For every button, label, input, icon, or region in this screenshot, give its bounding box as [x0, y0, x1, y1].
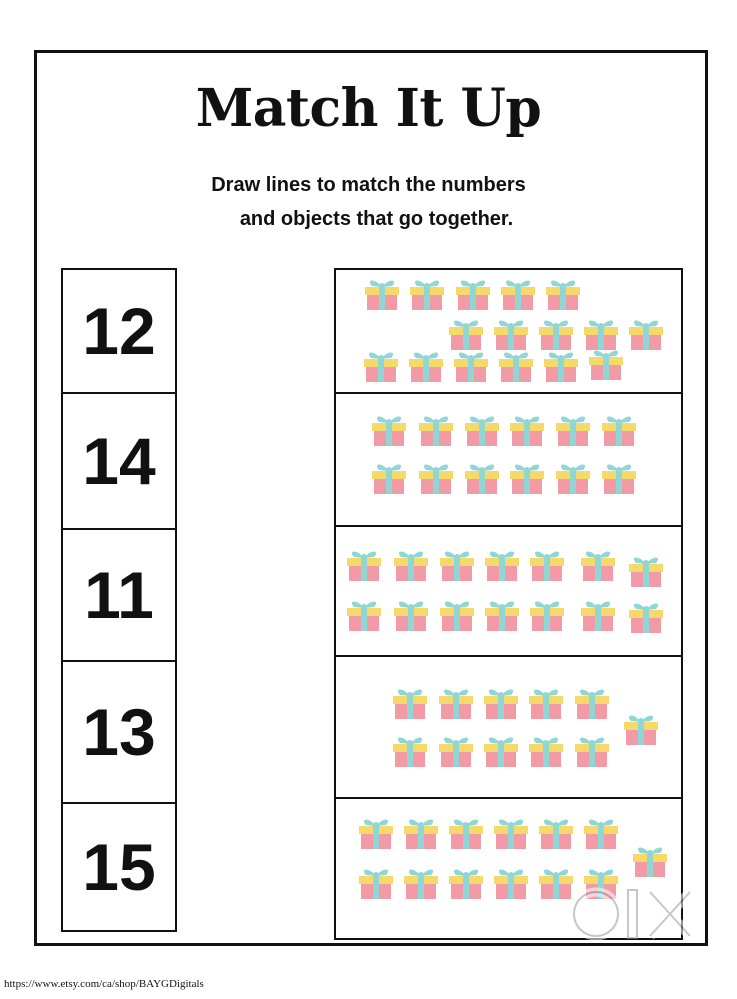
- worksheet-title: Match It Up: [195, 78, 542, 139]
- gift-box-icon: [491, 863, 531, 903]
- gift-box-icon: [416, 458, 456, 498]
- gift-box-icon: [344, 595, 384, 635]
- gift-box-icon: [626, 314, 666, 354]
- gift-box-icon: [436, 731, 476, 771]
- gift-box-icon: [536, 813, 576, 853]
- gift-box-icon: [407, 274, 447, 314]
- numbers-column: [61, 268, 177, 932]
- gift-box-icon: [507, 410, 547, 450]
- gift-box-icon: [578, 595, 618, 635]
- gift-box-icon: [401, 863, 441, 903]
- gift-box-icon: [446, 863, 486, 903]
- instruction-line-2: and objects that go together.: [239, 208, 514, 230]
- gift-box-icon: [344, 545, 384, 585]
- gift-box-icon: [526, 683, 566, 723]
- gift-box-icon: [553, 410, 593, 450]
- gift-box-icon: [599, 458, 639, 498]
- gift-box-icon: [507, 458, 547, 498]
- gift-box-icon: [446, 813, 486, 853]
- gift-box-icon: [390, 731, 430, 771]
- instruction-line-1: Draw lines to match the numbers: [211, 174, 526, 196]
- gift-box-icon: [541, 346, 581, 386]
- gift-box-icon: [498, 274, 538, 314]
- gift-box-icon: [572, 683, 612, 723]
- gift-box-icon: [599, 410, 639, 450]
- number-cell[interactable]: 14: [63, 394, 175, 530]
- source-url: https://www.etsy.com/ca/shop/BAYGDigitals: [4, 978, 204, 990]
- gift-box-icon: [586, 344, 626, 384]
- number-cell[interactable]: 13: [63, 662, 175, 804]
- object-group-cell[interactable]: [336, 394, 681, 527]
- gift-box-icon: [437, 545, 477, 585]
- gift-box-icon: [453, 274, 493, 314]
- gift-box-icon: [553, 458, 593, 498]
- objects-column: [334, 268, 683, 940]
- gift-box-icon: [482, 545, 522, 585]
- gift-box-icon: [356, 863, 396, 903]
- gift-box-icon: [462, 410, 502, 450]
- gift-box-icon: [543, 274, 583, 314]
- gift-box-icon: [391, 595, 431, 635]
- gift-box-icon: [481, 731, 521, 771]
- gift-box-icon: [621, 709, 661, 749]
- gift-box-icon: [626, 551, 666, 591]
- object-group-cell[interactable]: [336, 657, 681, 799]
- gift-box-icon: [572, 731, 612, 771]
- gift-box-icon: [437, 595, 477, 635]
- gift-box-icon: [462, 458, 502, 498]
- number-cell[interactable]: 12: [63, 270, 175, 394]
- gift-box-icon: [626, 597, 666, 637]
- gift-box-icon: [581, 813, 621, 853]
- gift-box-icon: [527, 595, 567, 635]
- gift-box-icon: [481, 683, 521, 723]
- object-group-cell[interactable]: [336, 270, 681, 394]
- gift-box-icon: [482, 595, 522, 635]
- gift-box-icon: [526, 731, 566, 771]
- gift-box-icon: [436, 683, 476, 723]
- gift-box-icon: [496, 346, 536, 386]
- gift-box-icon: [362, 274, 402, 314]
- gift-box-icon: [391, 545, 431, 585]
- number-cell[interactable]: 15: [82, 830, 156, 904]
- gift-box-icon: [406, 346, 446, 386]
- gift-box-icon: [369, 458, 409, 498]
- gift-box-icon: [401, 813, 441, 853]
- gift-box-icon: [630, 841, 670, 881]
- gift-box-icon: [491, 813, 531, 853]
- gift-box-icon: [369, 410, 409, 450]
- gift-box-icon: [578, 545, 618, 585]
- gift-box-icon: [390, 683, 430, 723]
- gift-box-icon: [361, 346, 401, 386]
- gift-box-icon: [356, 813, 396, 853]
- object-group-cell[interactable]: [336, 527, 681, 657]
- watermark-logo: [566, 884, 702, 944]
- gift-box-icon: [527, 545, 567, 585]
- gift-box-icon: [416, 410, 456, 450]
- number-cell[interactable]: 11: [63, 530, 175, 662]
- gift-box-icon: [451, 346, 491, 386]
